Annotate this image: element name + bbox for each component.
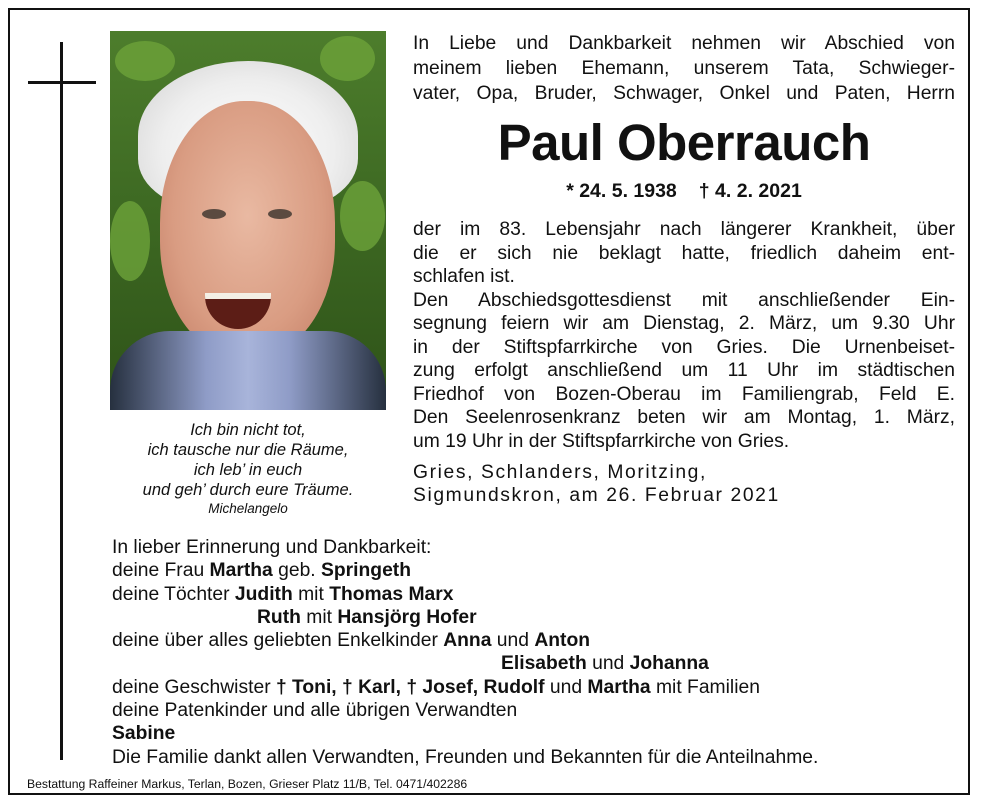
family-row-sabine <box>112 722 962 745</box>
birth-date: * 24. 5. 1938 <box>566 180 677 202</box>
quote-line: ich leb’ in euch <box>193 461 303 479</box>
family-row-siblings <box>112 676 962 699</box>
body-line: um 19 Uhr in der Stiftspfarrkirche von Gries. <box>413 430 790 452</box>
text: mit <box>298 583 324 605</box>
intro-line: meinem lieben Ehemann, unserem Tata, Schwieger- <box>413 58 955 79</box>
grandkid-name: Elisabeth <box>501 653 587 675</box>
body-line: zung erfolgt anschließend um 11 Uhr im städtischen <box>413 360 955 381</box>
place-line: Sigmundskron, am 26. Februar 2021 <box>413 485 780 506</box>
text: deine Töchter <box>112 583 230 605</box>
grandkid-name: Johanna <box>629 653 709 675</box>
family-row-grandkids1 <box>112 629 962 652</box>
wife-name: Martha <box>209 560 273 582</box>
grandkid-name: Anna <box>443 630 492 652</box>
family-thanks: Die Familie dankt allen Verwandten, Freunden und Bekannten für die Anteilnahme. <box>112 746 819 768</box>
portrait-shirt <box>110 331 386 410</box>
place-and-date <box>413 461 955 507</box>
deceased-name: Paul Oberrauch <box>497 114 871 171</box>
daughter-name: Ruth <box>257 606 301 628</box>
intro-line: In Liebe und Dankbarkeit nehmen wir Abschied von <box>413 33 955 54</box>
quote-author: Michelangelo <box>208 501 288 516</box>
announcement-body <box>413 218 955 453</box>
sibling-names: † Toni, † Karl, † Josef, Rudolf <box>275 676 545 698</box>
body-line: die er sich nie beklagt hatte, friedlich daheim ent- <box>413 242 955 264</box>
grandkid-name: Anton <box>534 630 591 652</box>
family-row-godchildren: deine Patenkinder und alle übrigen Verwandten <box>112 700 518 722</box>
partner-name: Thomas Marx <box>329 583 454 605</box>
body-line: der im 83. Lebensjahr nach längerer Krankheit, über <box>413 219 955 240</box>
body-line: schlafen ist. <box>413 266 515 287</box>
death-date: † 4. 2. 2021 <box>698 180 802 202</box>
family-row-daughter2 <box>112 606 962 629</box>
quote-line: ich tausche nur die Räume, <box>147 441 349 459</box>
text: und <box>549 676 583 698</box>
body-line: segnung feiern wir am Dienstag, 2. März, um 9.30 Uhr <box>413 313 955 334</box>
memorial-quote <box>100 420 396 518</box>
body-line: Friedhof von Bozen-Oberau im Familiengrab, Feld E. <box>413 383 955 405</box>
body-line: Den Abschiedsgottesdienst mit anschließender Ein- <box>413 289 955 311</box>
family-list <box>112 536 962 769</box>
text: deine Geschwister <box>112 676 271 698</box>
quote-line: Ich bin nicht tot, <box>190 421 306 439</box>
sabine-name: Sabine <box>112 723 176 745</box>
family-row-daughter1 <box>112 583 962 606</box>
body-line: Den Seelenrosenkranz beten wir am Montag, 1. März, <box>413 407 955 428</box>
text: und <box>592 653 625 675</box>
family-row-wife <box>112 559 962 582</box>
text: mit <box>306 606 332 628</box>
text: mit Familien <box>656 676 760 698</box>
text: und <box>496 630 529 652</box>
intro-line: vater, Opa, Bruder, Schwager, Onkel und Paten, Herrn <box>413 83 955 104</box>
text: geb. <box>278 560 316 582</box>
cross-horizontal-bar <box>28 81 96 84</box>
body-line: in der Stiftspfarrkirche von Gries. Die Urnenbeiset- <box>413 336 955 358</box>
text: deine Frau <box>112 560 205 582</box>
wife-maiden-name: Springeth <box>321 560 411 582</box>
portrait-photo <box>110 31 386 410</box>
intro-text <box>413 31 955 106</box>
partner-name: Hansjörg Hofer <box>337 606 477 628</box>
life-dates <box>413 178 955 204</box>
text: deine über alles geliebten Enkelkinder <box>112 630 438 652</box>
place-line: Gries, Schlanders, Moritzing, <box>413 462 707 483</box>
family-row-grandkids2 <box>112 652 962 675</box>
family-heading: In lieber Erinnerung und Dankbarkeit: <box>112 537 432 558</box>
cross-vertical-bar <box>60 42 63 760</box>
sibling-name: Martha <box>587 676 651 698</box>
daughter-name: Judith <box>234 583 293 605</box>
funeral-home-footer: Bestattung Raffeiner Markus, Terlan, Bozen, Grieser Platz 11/B, Tel. 0471/402286 <box>27 777 468 791</box>
quote-line: und geh’ durch eure Träume. <box>142 481 354 499</box>
